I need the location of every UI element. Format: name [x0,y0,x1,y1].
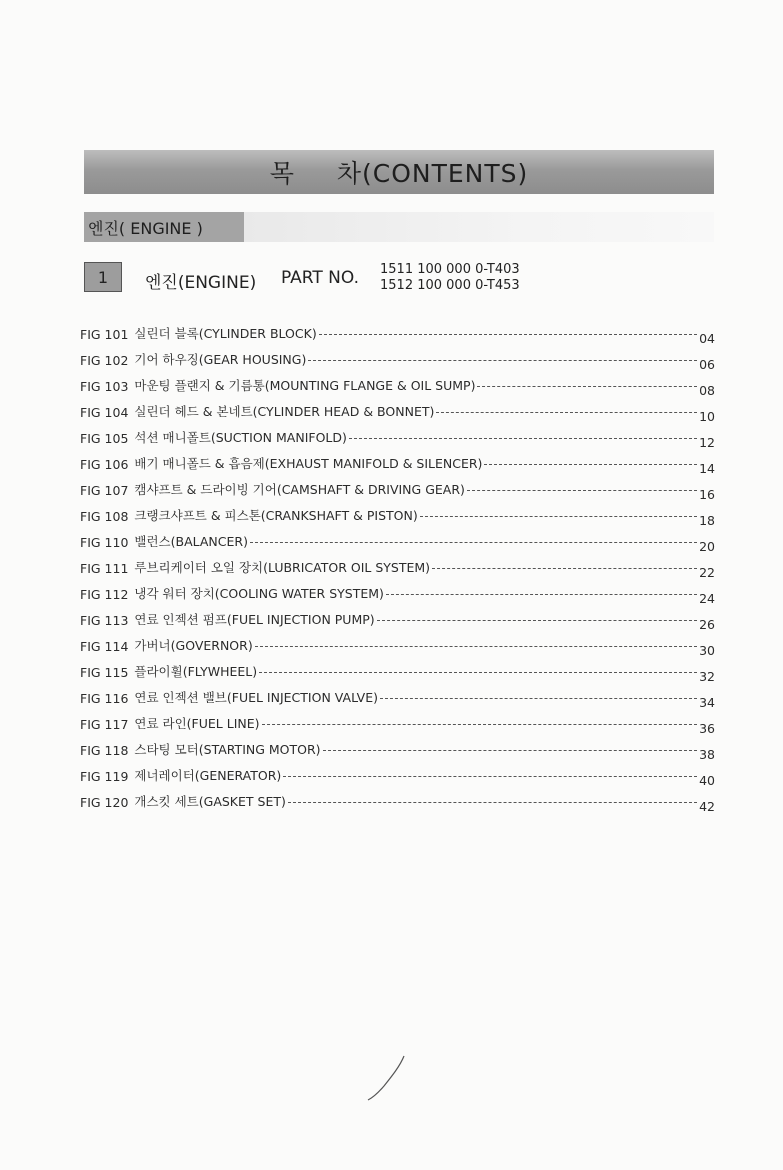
toc-entry-label: 크랭크샤프트 & 피스톤(CRANKSHAFT & PISTON) [134,508,418,523]
toc-page-number: 26 [699,617,715,632]
toc-leader-line [484,464,697,465]
page-title [84,150,714,194]
toc-leader-line [288,802,697,803]
toc-entry-label: 밸런스(BALANCER) [134,534,248,549]
toc-page-number: 24 [699,591,715,606]
toc-row [80,394,715,424]
toc-page-number: 18 [699,513,715,528]
toc-page-number: 22 [699,565,715,580]
toc-row [80,342,715,372]
toc-fig-number: FIG 115 [80,665,129,680]
toc-entry-label: 개스킷 세트(GASKET SET) [134,794,286,809]
toc-fig-number: FIG 110 [80,535,129,550]
toc-leader-line [250,542,697,543]
toc-leader-line [380,698,697,699]
toc-leader-line [255,646,697,647]
toc-row [80,550,715,580]
toc-fig-number: FIG 113 [80,613,129,628]
toc-fig-number: FIG 117 [80,717,129,732]
toc-row [80,680,715,710]
toc-row [80,576,715,606]
part-number-1: 1511 100 000 0-T403 [380,262,520,277]
toc-entry-label: 제너레이터(GENERATOR) [134,768,282,783]
toc-entry-label: 연료 라인(FUEL LINE) [134,716,260,731]
toc-entry-label: 플라이휠(FLYWHEEL) [134,664,258,679]
toc-page-number: 12 [699,435,715,450]
toc-leader-line [259,672,697,673]
section-bar-fade [244,212,714,242]
toc-leader-line [349,438,697,439]
toc-entry-label: 캠샤프트 & 드라이빙 기어(CAMSHAFT & DRIVING GEAR) [134,482,465,497]
part-number-2: 1512 100 000 0-T453 [380,278,520,293]
toc-leader-line [377,620,697,621]
toc-entry-label: 실린더 블록(CYLINDER BLOCK) [134,326,317,341]
toc-page-number: 16 [699,487,715,502]
toc-page-number: 30 [699,643,715,658]
toc-entry-label: 연료 인젝션 밸브(FUEL INJECTION VALVE) [134,690,378,705]
toc-row [80,784,715,814]
toc-page-number: 04 [699,331,715,346]
toc-leader-line [262,724,698,725]
toc-fig-number: FIG 112 [80,587,129,602]
toc-entry-label: 가버너(GOVERNOR) [134,638,253,653]
toc-fig-number: FIG 107 [80,483,129,498]
toc-fig-number: FIG 102 [80,353,129,368]
toc-leader-line [308,360,697,361]
toc-leader-line [283,776,697,777]
toc-entry-label: 연료 인젝션 펌프(FUEL INJECTION PUMP) [134,612,375,627]
toc-fig-number: FIG 119 [80,769,129,784]
toc-fig-number: FIG 103 [80,379,129,394]
toc-leader-line [467,490,697,491]
table-of-contents [80,316,715,814]
toc-page-number: 32 [699,669,715,684]
part-numbers [380,262,520,294]
toc-leader-line [432,568,697,569]
toc-leader-line [323,750,698,751]
toc-leader-line [420,516,697,517]
toc-fig-number: FIG 120 [80,795,129,810]
section-heading [84,212,244,242]
toc-fig-number: FIG 118 [80,743,129,758]
toc-row [80,706,715,736]
toc-row [80,628,715,658]
toc-leader-line [477,386,697,387]
toc-fig-number: FIG 111 [80,561,129,576]
toc-row [80,472,715,502]
toc-entry-label: 실린더 헤드 & 본네트(CYLINDER HEAD & BONNET) [134,404,435,419]
toc-entry-label: 석션 매니폴트(SUCTION MANIFOLD) [134,430,347,445]
toc-fig-number: FIG 114 [80,639,129,654]
toc-row [80,498,715,528]
page-title-left: 목 [269,159,295,188]
toc-fig-number: FIG 116 [80,691,129,706]
toc-page-number: 34 [699,695,715,710]
toc-page-number: 40 [699,773,715,788]
section-heading-label: 엔진( ENGINE ) [88,218,203,238]
toc-row [80,654,715,684]
toc-leader-line [319,334,697,335]
part-no-label: PART NO. [281,268,359,288]
toc-page-number: 14 [699,461,715,476]
toc-entry-label: 마운팅 플랜지 & 기름통(MOUNTING FLANGE & OIL SUMP) [134,378,476,393]
chapter-number-box [84,262,122,292]
toc-row [80,602,715,632]
toc-row [80,368,715,398]
toc-entry-label: 기어 하우징(GEAR HOUSING) [134,352,307,367]
toc-leader-line [436,412,697,413]
toc-leader-line [386,594,697,595]
chapter-title: 엔진(ENGINE) [145,273,257,293]
chapter-number: 1 [97,267,109,287]
toc-page-number: 20 [699,539,715,554]
toc-entry-label: 루브리케이터 오일 장치(LUBRICATOR OIL SYSTEM) [134,560,431,575]
toc-fig-number: FIG 101 [80,327,129,342]
toc-row [80,316,715,346]
toc-row [80,732,715,762]
toc-fig-number: FIG 106 [80,457,129,472]
toc-page-number: 38 [699,747,715,762]
toc-fig-number: FIG 108 [80,509,129,524]
page-title-right: 차(CONTENTS) [336,159,529,188]
toc-entry-label: 스타팅 모터(STARTING MOTOR) [134,742,321,757]
toc-fig-number: FIG 105 [80,431,129,446]
toc-entry-label: 냉각 워터 장치(COOLING WATER SYSTEM) [134,586,384,601]
toc-entry-label: 배기 매니폴드 & 흡음제(EXHAUST MANIFOLD & SILENCER) [134,456,483,471]
toc-page-number: 10 [699,409,715,424]
pen-stroke-mark [362,1054,410,1102]
toc-row [80,446,715,476]
toc-page-number: 06 [699,357,715,372]
toc-row [80,524,715,554]
toc-fig-number: FIG 104 [80,405,129,420]
toc-row [80,758,715,788]
toc-page-number: 36 [699,721,715,736]
toc-page-number: 42 [699,799,715,814]
toc-page-number: 08 [699,383,715,398]
toc-row [80,420,715,450]
